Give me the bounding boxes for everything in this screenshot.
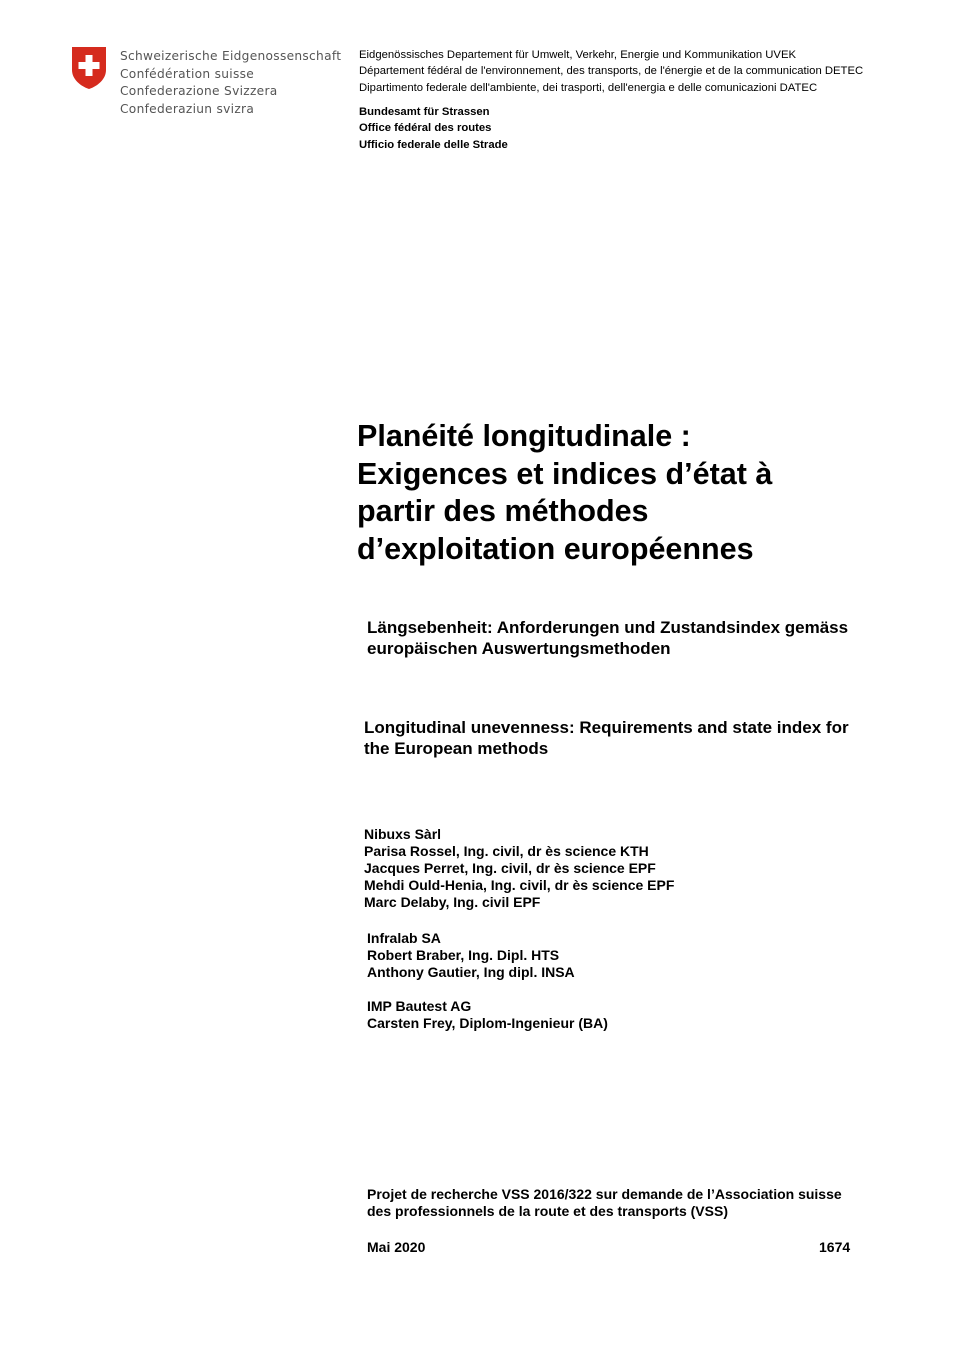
author-name: Robert Braber, Ing. Dipl. HTS: [367, 947, 560, 963]
title-line: d’exploitation européennes: [357, 531, 754, 566]
office-header: [359, 104, 508, 153]
author-group-nibuxs: [364, 826, 674, 911]
author-group-imp-bautest: [367, 998, 608, 1032]
author-name: Anthony Gautier, Ing dipl. INSA: [367, 964, 575, 980]
report-number: 1674: [819, 1239, 851, 1255]
title-line: Exigences et indices d’état à: [357, 456, 773, 491]
subtitle-line: Longitudinal unevenness: Requirements and state index for: [364, 718, 849, 737]
author-name: Marc Delaby, Ing. civil EPF: [364, 894, 541, 910]
publication-date: Mai 2020: [367, 1239, 426, 1255]
department-header: [359, 47, 863, 96]
author-name: Jacques Perret, Ing. civil, dr ès science EPF: [364, 860, 656, 876]
author-group-infralab: [367, 930, 575, 981]
author-company: IMP Bautest AG: [367, 998, 472, 1014]
office-line-de: Bundesamt für Strassen: [359, 106, 490, 118]
author-name: Mehdi Ould-Henia, Ing. civil, dr ès science EPF: [364, 877, 675, 893]
project-line: des professionnels de la route et des transports (VSS): [367, 1203, 728, 1219]
confederation-name-fr: Confédération suisse: [120, 66, 255, 81]
confederation-name-rm: Confederaziun svizra: [120, 101, 255, 116]
subtitle-line: europäischen Auswertungsmethoden: [367, 638, 671, 658]
author-name: Parisa Rossel, Ing. civil, dr ès science KTH: [364, 843, 649, 859]
department-line-de: Eidgenössisches Departement für Umwelt, Verkehr, Energie und Kommunikation UVEK: [359, 49, 797, 61]
document-title: [357, 418, 937, 568]
title-line: partir des méthodes: [357, 494, 649, 528]
author-company: Infralab SA: [367, 930, 441, 946]
subtitle-line: the European methods: [364, 738, 549, 758]
department-line-it: Dipartimento federale dell'ambiente, dei trasporti, dell'energia e delle comunicazioni DATEC: [359, 81, 818, 94]
project-line: Projet de recherche VSS 2016/322 sur demande de l’Association suisse: [367, 1186, 842, 1202]
swiss-shield-graphic: [71, 46, 107, 90]
project-description: [367, 1186, 842, 1220]
office-line-fr: Office fédéral des routes: [359, 122, 492, 135]
subtitle-line: Längsebenheit: Anforderungen und Zustandsindex gemäss: [367, 618, 849, 637]
department-line-fr: Département fédéral de l'environnement, des transports, de l'énergie et de la communication DETEC: [359, 65, 864, 78]
author-name: Carsten Frey, Diplom-Ingenieur (BA): [367, 1015, 608, 1031]
subtitle-english: [364, 718, 849, 759]
subtitle-german: [367, 618, 848, 659]
office-line-it: Ufficio federale delle Strade: [359, 138, 508, 151]
confederation-name-de: Schweizerische Eidgenossenschaft: [120, 49, 342, 63]
confederation-names: [120, 48, 341, 118]
swiss-shield-icon: [71, 46, 107, 90]
title-line: Planéité longitudinale :: [357, 419, 691, 453]
confederation-name-it: Confederazione Svizzera: [120, 84, 278, 98]
author-company: Nibuxs Sàrl: [364, 826, 442, 842]
